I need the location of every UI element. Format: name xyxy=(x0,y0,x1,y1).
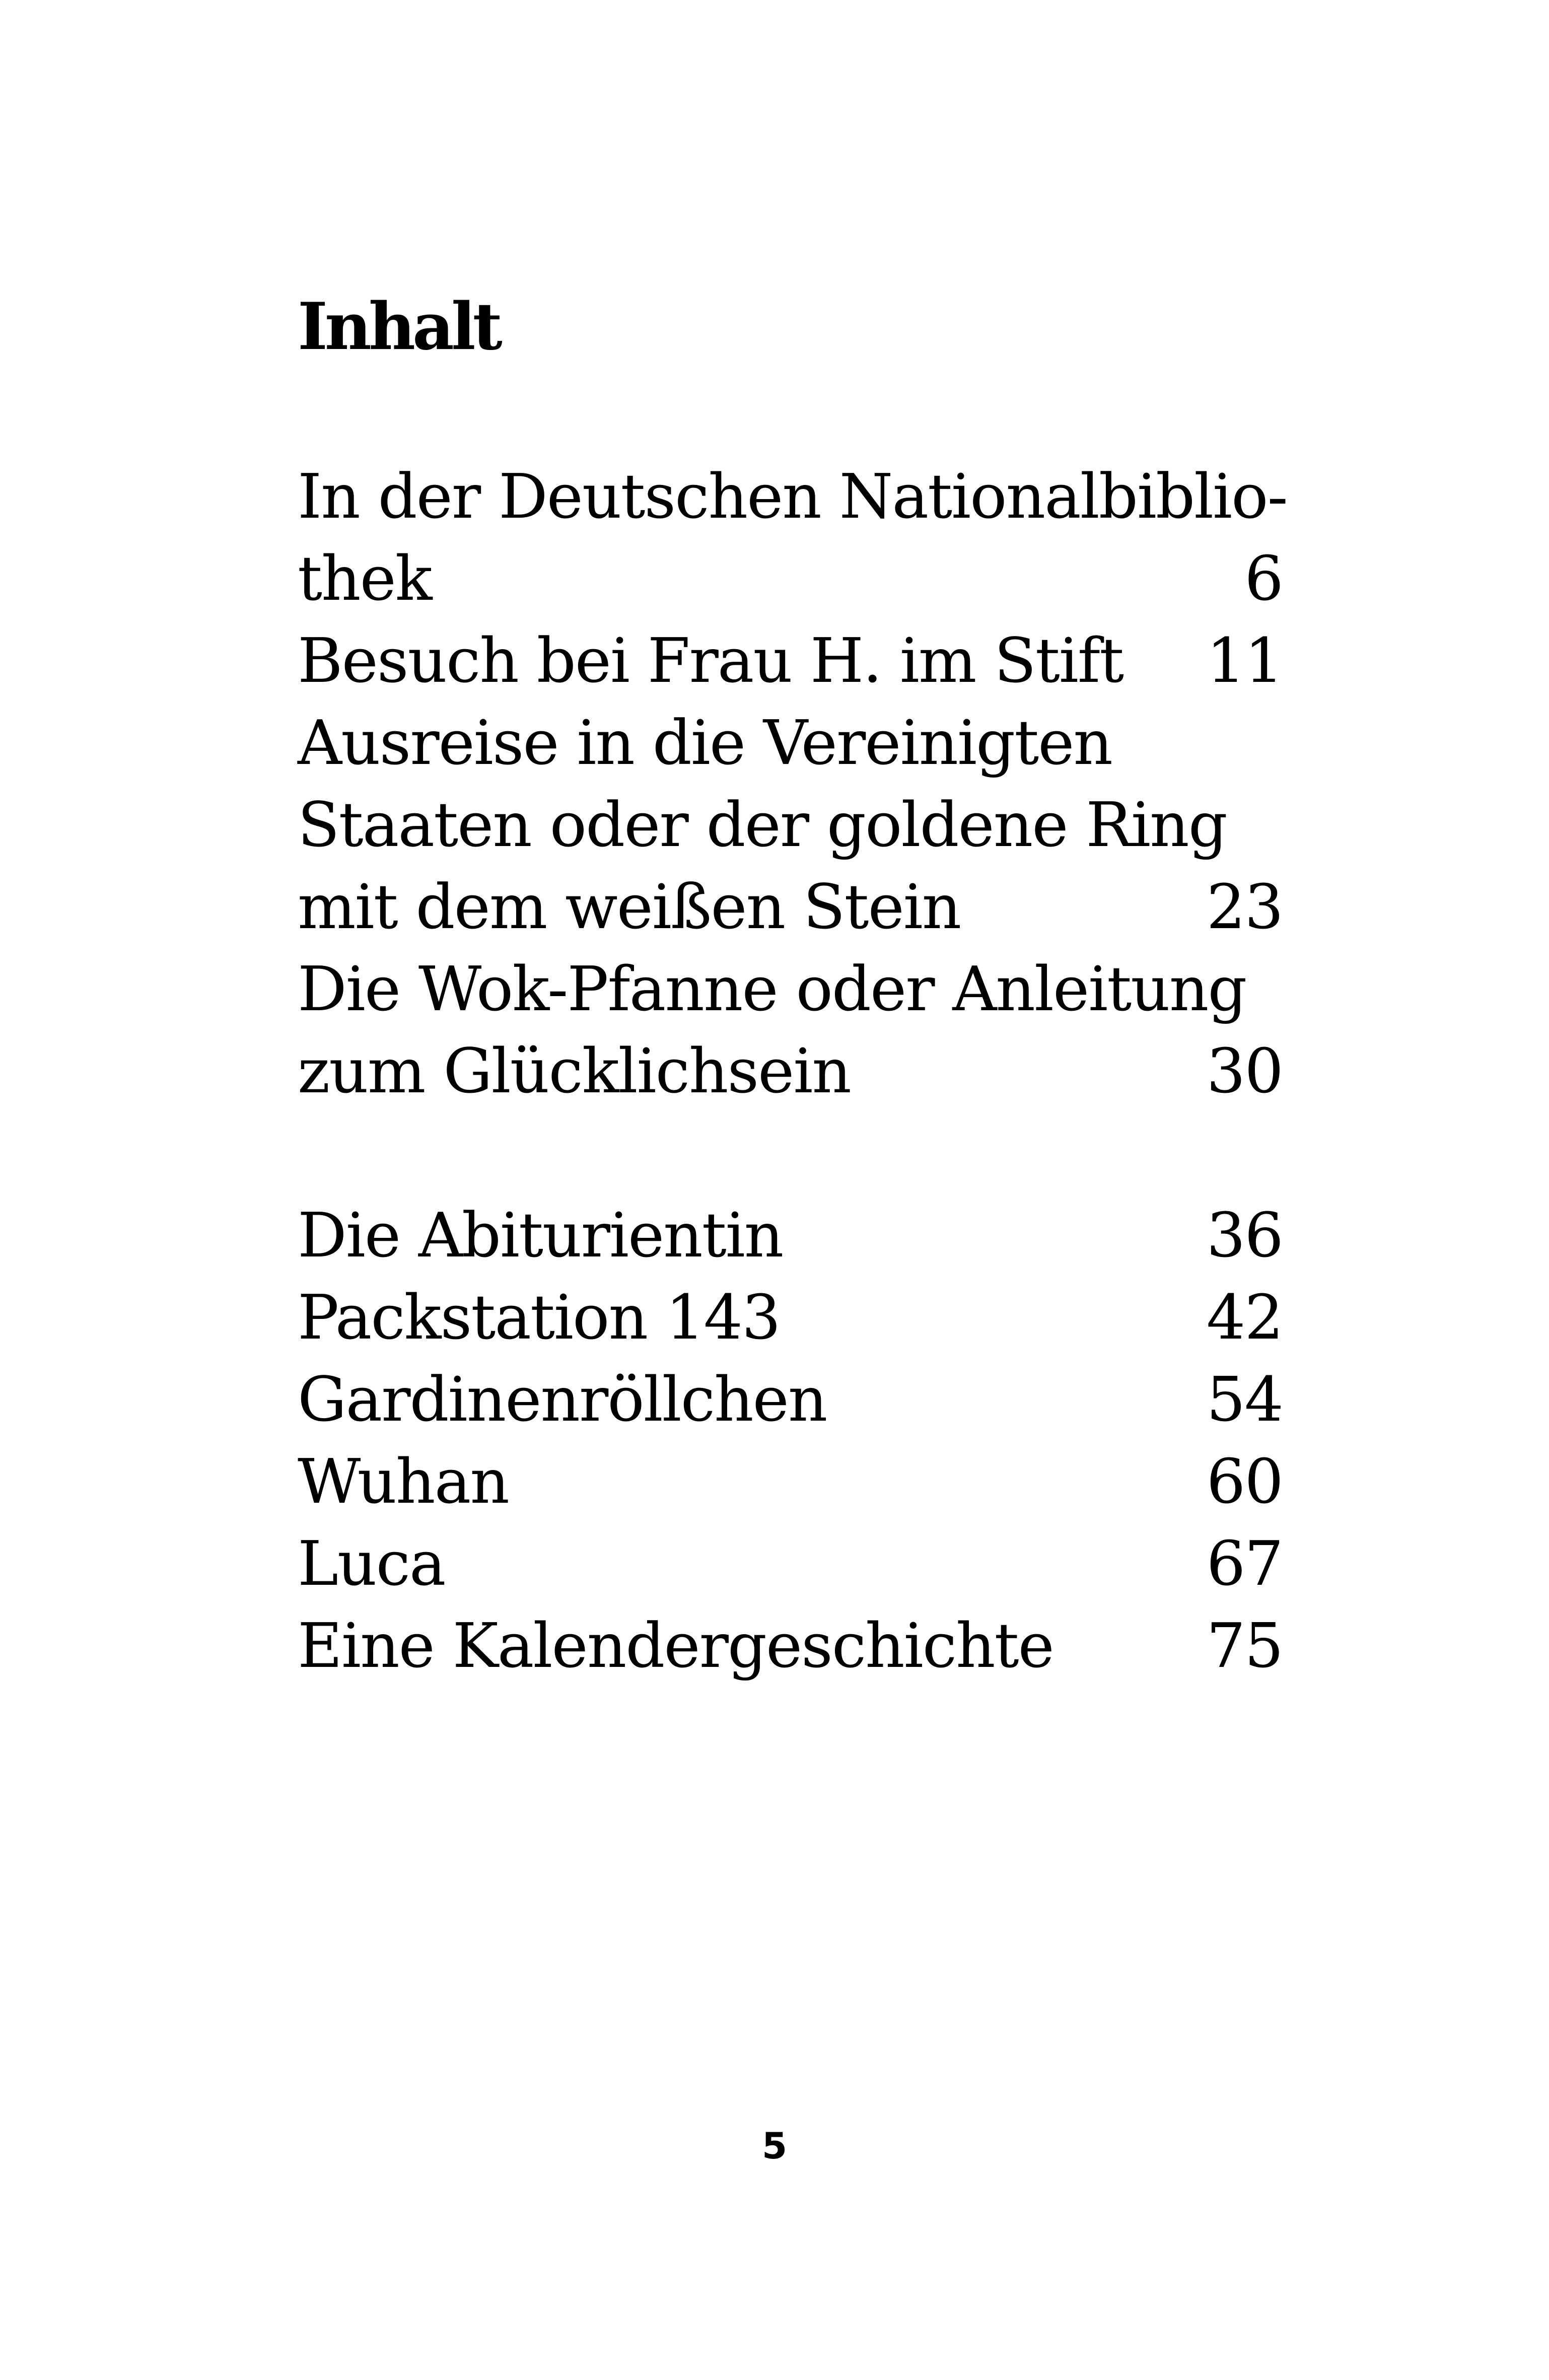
page-title: Inhalt xyxy=(298,289,500,365)
toc-entry xyxy=(298,1605,1283,1687)
toc-entry xyxy=(298,1523,1283,1605)
toc-entry-title: Eine Kalendergeschichte xyxy=(298,1610,1053,1682)
toc-entry-title: zum Glücklichsein xyxy=(298,1035,851,1107)
toc-entry-line xyxy=(298,620,1283,702)
toc-entry xyxy=(298,1359,1283,1441)
toc-entry-title: Wuhan xyxy=(298,1446,509,1517)
toc-entry-line xyxy=(298,866,1283,948)
toc-entry-title: Besuch bei Frau H. im Stift xyxy=(298,625,1123,696)
toc-entry-page-number: 75 xyxy=(1206,1610,1283,1682)
toc-entry-title: thek xyxy=(298,543,432,614)
toc-entry-line xyxy=(298,1605,1283,1687)
page-number: 5 xyxy=(761,2125,788,2167)
toc-entry-title: Ausreise in die Vereinigten xyxy=(298,707,1112,779)
toc-entry-page-number: 54 xyxy=(1206,1364,1283,1435)
toc-entry xyxy=(298,1277,1283,1359)
toc-entry-page-number: 11 xyxy=(1206,625,1283,696)
toc-entry-title: Luca xyxy=(298,1528,445,1599)
toc-entry-line xyxy=(298,456,1287,538)
toc-entry-title: Die Wok-Pfanne oder Anleitung xyxy=(298,953,1246,1025)
table-of-contents xyxy=(298,456,1287,1687)
toc-entry-line xyxy=(298,948,1283,1030)
toc-entry-line xyxy=(298,784,1283,866)
toc-entry-page-number: 42 xyxy=(1206,1282,1283,1353)
toc-entry-line xyxy=(298,1195,1283,1277)
group-spacer xyxy=(298,1112,1283,1195)
toc-entry xyxy=(298,702,1283,948)
toc-entry-page-number: 36 xyxy=(1206,1200,1283,1271)
toc-entry xyxy=(298,620,1283,702)
toc-entry-line xyxy=(298,702,1283,784)
toc-entry xyxy=(298,1441,1283,1523)
toc-entry-page-number: 6 xyxy=(1244,543,1283,614)
toc-entry xyxy=(298,1195,1283,1277)
toc-entry-title: Gardinenröllchen xyxy=(298,1364,827,1435)
toc-entry-line xyxy=(298,1441,1283,1523)
toc-entry-title: Packstation 143 xyxy=(298,1282,780,1353)
toc-entry-line xyxy=(298,1359,1283,1441)
toc-entry-title: mit dem weißen Stein xyxy=(298,871,961,943)
toc-entry-page-number: 30 xyxy=(1206,1035,1283,1107)
toc-entry xyxy=(298,456,1287,620)
toc-entry-line xyxy=(298,1277,1283,1359)
toc-entry-page-number: 23 xyxy=(1206,871,1283,943)
toc-entry xyxy=(298,948,1283,1112)
toc-entry-line xyxy=(298,1030,1283,1112)
toc-entry-title: Staaten oder der goldene Ring xyxy=(298,789,1227,861)
toc-entry-title: In der Deutschen Nationalbiblio- xyxy=(298,461,1287,532)
toc-entry-page-number: 67 xyxy=(1206,1528,1283,1599)
toc-entry-page-number: 60 xyxy=(1206,1446,1283,1517)
toc-entry-line xyxy=(298,538,1283,620)
toc-entry-title: Die Abiturientin xyxy=(298,1200,783,1271)
toc-entry-line xyxy=(298,1523,1283,1605)
